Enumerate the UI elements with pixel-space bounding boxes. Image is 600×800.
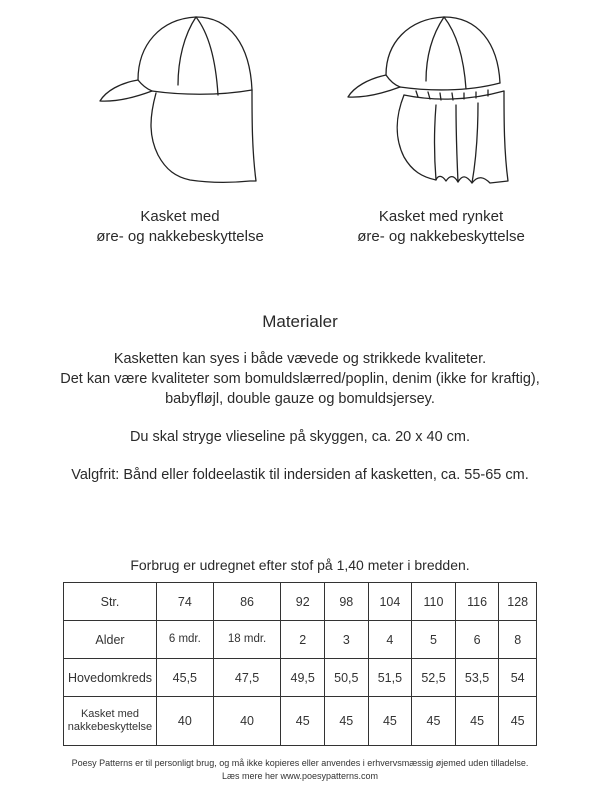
table-row bbox=[64, 621, 537, 659]
table-row bbox=[64, 583, 537, 621]
table-row bbox=[64, 659, 537, 697]
table-cell: 6 bbox=[455, 621, 499, 659]
table-cell: 18 mdr. bbox=[213, 621, 281, 659]
row-label: Kasket med nakkebeskyttelse bbox=[64, 697, 157, 746]
table-cell: 74 bbox=[157, 583, 214, 621]
table-cell: 53,5 bbox=[455, 659, 499, 697]
materials-line: Kasketten kan syes i både vævede og strikkede kvaliteter. bbox=[113, 351, 487, 367]
table-cell: 116 bbox=[455, 583, 499, 621]
usage-note: Forbrug er udregnet efter stof på 1,40 meter i bredden. bbox=[130, 557, 470, 573]
table-row bbox=[64, 697, 537, 746]
row-label: Alder bbox=[64, 621, 157, 659]
table-cell: 5 bbox=[412, 621, 456, 659]
table-cell: 45 bbox=[368, 697, 412, 746]
row-label: Hovedomkreds bbox=[64, 659, 157, 697]
size-table bbox=[63, 582, 537, 746]
footer-link[interactable]: Læs mere her www.poesypatterns.com bbox=[221, 771, 379, 781]
table-cell: 45 bbox=[455, 697, 499, 746]
materials-line: babyfløjl, double gauze og bomuldsjersey. bbox=[165, 391, 435, 407]
table-cell: 49,5 bbox=[281, 659, 325, 697]
table-cell: 4 bbox=[368, 621, 412, 659]
row-label: Str. bbox=[64, 583, 157, 621]
table-cell: 6 mdr. bbox=[157, 621, 214, 659]
table-cell: 2 bbox=[281, 621, 325, 659]
table-cell: 110 bbox=[412, 583, 456, 621]
materials-line: Det kan være kvaliteter som bomuldslærred/poplin, denim (ikke for kraftig), bbox=[60, 371, 540, 387]
cap-neck-protection-illustration bbox=[90, 5, 260, 200]
table-cell: 8 bbox=[499, 621, 537, 659]
table-cell: 40 bbox=[157, 697, 214, 746]
table-cell: 128 bbox=[499, 583, 537, 621]
table-cell: 104 bbox=[368, 583, 412, 621]
table-cell: 52,5 bbox=[412, 659, 456, 697]
cap-gathered-neck-protection-illustration bbox=[338, 5, 513, 200]
table-cell: 3 bbox=[325, 621, 369, 659]
footer-notice: Poesy Patterns er til personligt brug, og må ikke kopieres eller anvendes i erhvervsmæssig øjemed uden tilladelse. bbox=[71, 758, 529, 768]
caption-left: Kasket med øre- og nakkebeskyttelse bbox=[96, 208, 264, 245]
table-cell: 45 bbox=[281, 697, 325, 746]
table-cell: 51,5 bbox=[368, 659, 412, 697]
materials-line: Du skal stryge vlieseline på skyggen, ca. 20 x 40 cm. bbox=[129, 429, 471, 445]
table-cell: 98 bbox=[325, 583, 369, 621]
table-cell: 45 bbox=[499, 697, 537, 746]
table-cell: 45 bbox=[412, 697, 456, 746]
table-cell: 45 bbox=[325, 697, 369, 746]
caption-right: Kasket med rynket øre- og nakkebeskyttelse bbox=[357, 208, 525, 245]
table-cell: 40 bbox=[213, 697, 281, 746]
table-cell: 54 bbox=[499, 659, 537, 697]
materials-title: Materialer bbox=[262, 312, 338, 331]
materials-line: Valgfrit: Bånd eller foldeelastik til indersiden af kasketten, ca. 55-65 cm. bbox=[71, 467, 529, 483]
table-cell: 86 bbox=[213, 583, 281, 621]
footer bbox=[0, 757, 600, 783]
table-cell: 45,5 bbox=[157, 659, 214, 697]
table-cell: 47,5 bbox=[213, 659, 281, 697]
table-cell: 92 bbox=[281, 583, 325, 621]
materials-body bbox=[0, 349, 600, 485]
table-cell: 50,5 bbox=[325, 659, 369, 697]
